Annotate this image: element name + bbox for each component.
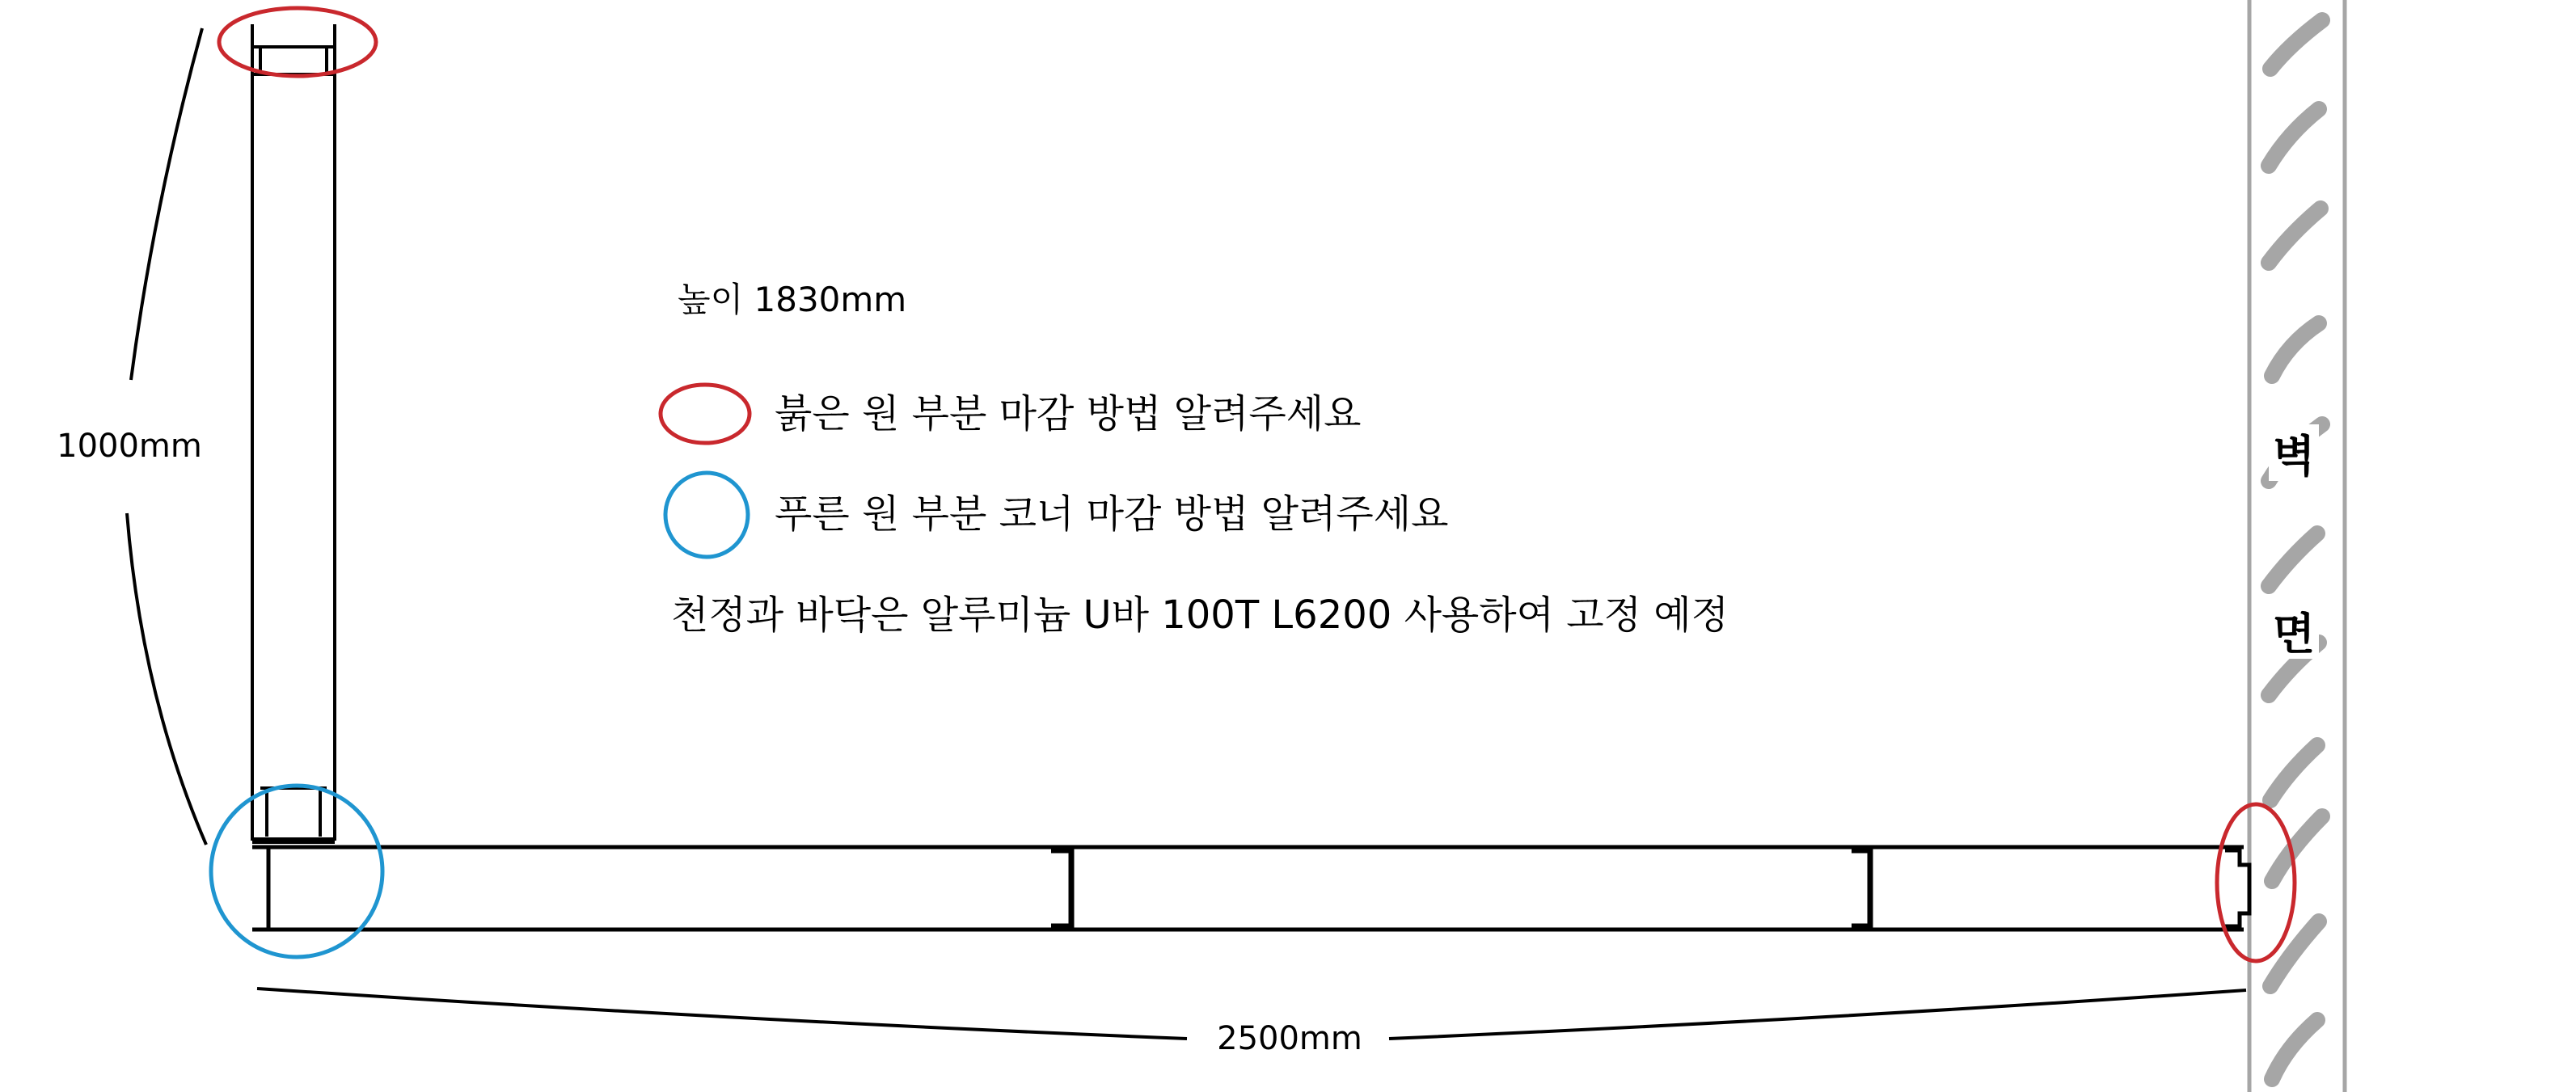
red-circle-top (219, 8, 376, 76)
red-legend-icon (661, 385, 750, 443)
red-legend-text: 붉은 원 부분 마감 방법 알려주세요 (775, 391, 1362, 436)
dimension-vertical-label: 1000mm (57, 428, 202, 465)
red-circle-wall-end (2217, 804, 2295, 961)
blue-legend-icon (665, 473, 748, 557)
blue-legend-text: 푸른 원 부분 코너 마감 방법 알려주세요 (775, 491, 1449, 537)
wall-label-char-1: 벽 (2272, 431, 2316, 482)
wall-label-char-2: 면 (2272, 609, 2316, 660)
vertical-partition (252, 24, 335, 841)
fixing-note: 천정과 바닥은 알루미늄 U바 100T L6200 사용하여 고정 예정 (671, 592, 1729, 638)
wall-hatch (2269, 20, 2322, 1079)
height-note: 높이 1830mm (678, 280, 907, 319)
dimension-horizontal-label: 2500mm (1217, 1020, 1362, 1057)
wall (2249, 0, 2345, 1092)
horizontal-partition (252, 847, 2249, 930)
